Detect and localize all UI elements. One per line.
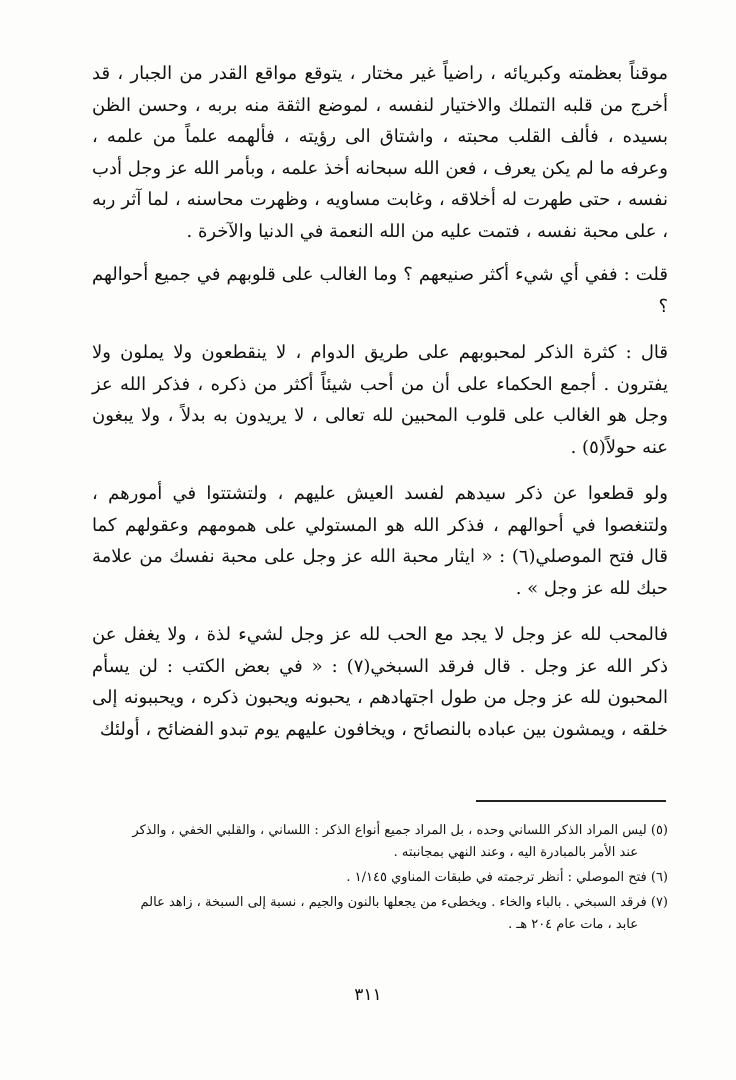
paragraph-2: قلت : ففي أي شيء أكثر صنيعهم ؟ وما الغالب على قلوبهم في جميع أحوالهم ؟ [92,264,668,317]
footnote-6 [92,867,668,889]
paragraph-4: ولو قطعوا عن ذكر سيدهم لفسد العيش عليهم ، ولتشتتوا في أمورهم ، ولتنغصوا في أحوالهم ، فذكر الله هو المستولي على همومهم وعقولهم كما قال فتح الموصلي(٦) : « ايثار محبة الله عز وجل على محبة نفسك من علامة حبك لله عز وجل » . [92,483,668,599]
footnote-5 [92,820,668,864]
footnote-6-line1: (٦) فتح الموصلي : أنظر ترجمته في طبقات المناوي ١/١٤٥ . [346,870,668,885]
footnote-7 [92,892,668,936]
footnote-5-line1: (٥) ليس المراد الذكر اللساني وحده ، بل المراد جميع أنواع الذكر : اللساني ، والقلبي الخفي ، والذكر [132,823,668,838]
footnotes [92,820,668,939]
footnote-5-line2: عند الأمر بالمبادرة اليه ، وعند النهي بمجانبته . [393,845,638,860]
footnote-divider [476,800,666,802]
footnote-7-line2: عابد ، مات عام ٢٠٤ هـ . [508,917,638,932]
page-number: ٣١١ [354,985,382,1005]
main-text [92,58,668,745]
paragraph-5: فالمحب لله عز وجل لا يجد مع الحب لله عز وجل لشيء لذة ، ولا يغفل عن ذكر الله عز وجل . قال فرقد السبخي(٧) : « في بعض الكتب : لن يسأم المحبون لله عز وجل من طول اجتهادهم ، يحبونه ويحبون ذكره ، ويحببونه إلى خلقه ، ويمشون بين عباده بالنصائح ، ويخافون عليهم يوم تبدو الفضائح ، أولئك [92,624,668,740]
paragraph-1: موقناً بعظمته وكبريائه ، راضياً غير مختار ، يتوقع مواقع القدر من الجبار ، قد أخرج من قلبه التملك والاختيار لنفسه ، لموضع الثقة منه بربه ، وحسن الظن بسيده ، فألف القلب محبته ، واشتاق الى رؤيته ، فألهمه علماً من علمه ، وعرفه ما لم يكن يعرف ، فعن الله سبحانه أخذ علمه ، وبأمر الله عز وجل أدب نفسه ، حتى طهرت له أخلاقه ، وغابت مساويه ، وظهرت محاسنه ، لما آثر ربه ، على محبة نفسه ، فتمت عليه من الله النعمة في الدنيا والآخرة . [92,63,668,242]
footnote-7-line1: (٧) فرقد السبخي . بالباء والخاء . ويخطىء من يجعلها بالنون والجيم ، نسبة إلى السبخة ، زاهد عالم [140,895,668,910]
paragraph-3: قال : كثرة الذكر لمحبوبهم على طريق الدوام ، لا ينقطعون ولا يملون ولا يفترون . أجمع الحكماء على أن من أحب شيئاً أكثر من ذكره ، فذكر الله عز وجل هو الغالب على قلوب المحبين لله تعالى ، لا يريدون به بدلاً ، ولا يبغون عنه حولاً(٥) . [92,342,668,458]
